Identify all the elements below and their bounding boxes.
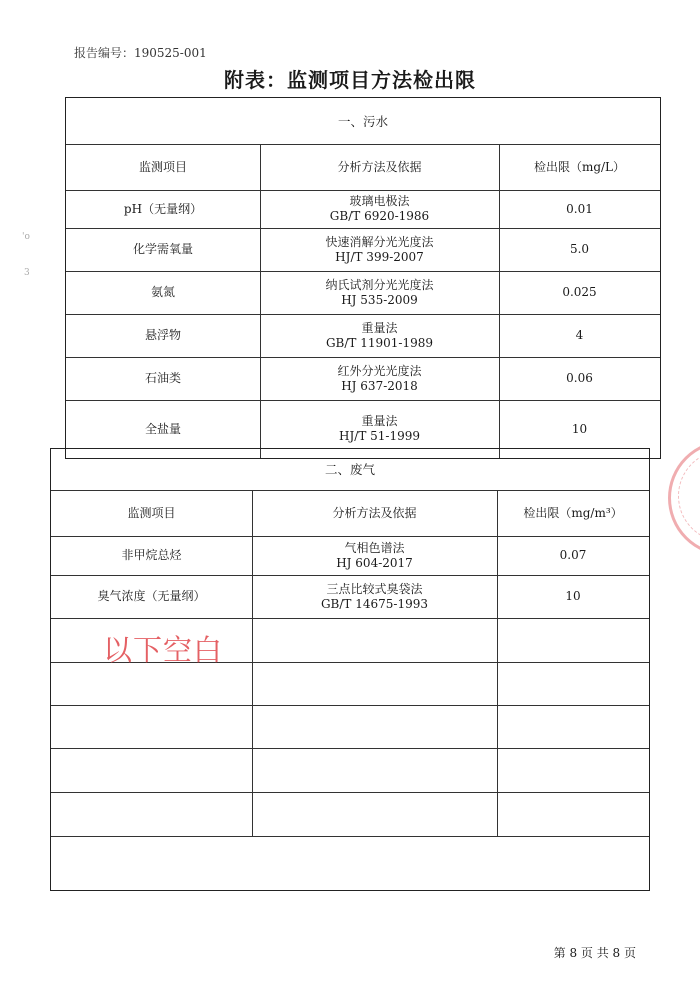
row-method <box>252 575 497 618</box>
row-item: 臭气浓度（无量纲） <box>97 589 206 603</box>
report-number: 报告编号：190525-001 <box>74 46 207 60</box>
row-method <box>260 190 499 228</box>
method-name: 纳氏试剂分光光度法 <box>325 277 434 292</box>
row-limit: 10 <box>571 421 588 436</box>
row-method <box>260 271 499 314</box>
row-item: 化学需氧量 <box>132 242 193 256</box>
margin-mark: 3 <box>24 268 30 278</box>
method-name: 重量法 <box>361 414 398 428</box>
method-standard: HJ 604-2017 <box>336 555 413 570</box>
header-method: 分析方法及依据 <box>332 505 417 520</box>
gas-section-title: 二、废气 <box>324 462 375 477</box>
row-limit: 0.01 <box>566 201 593 216</box>
water-table <box>65 97 661 459</box>
row-method <box>260 228 499 271</box>
header-item: 监测项目 <box>127 505 176 520</box>
method-name: 玻璃电极法 <box>349 194 410 208</box>
method-standard: GB/T 14675-1993 <box>320 596 429 611</box>
water-section-title: 一、污水 <box>337 113 388 129</box>
row-item: 非甲烷总烃 <box>121 548 182 562</box>
row-method <box>252 536 497 575</box>
row-limit: 0.06 <box>566 371 593 385</box>
row-item: 悬浮物 <box>144 328 181 342</box>
row-limit: 0.025 <box>562 285 597 299</box>
blank-below-stamp: 以下空白 <box>103 633 224 667</box>
method-standard: HJ 637-2018 <box>341 378 418 393</box>
row-limit: 0.07 <box>559 548 587 562</box>
method-name: 三点比较式臭袋法 <box>326 581 423 596</box>
header-limit: 检出限（mg/m³） <box>523 505 623 520</box>
header-method: 分析方法及依据 <box>337 159 422 174</box>
row-item: 石油类 <box>144 371 181 385</box>
row-item: pH（无量纲） <box>123 201 203 216</box>
method-standard: HJ/T 51-1999 <box>339 429 420 443</box>
header-item: 监测项目 <box>138 159 187 174</box>
row-item: 氨氮 <box>150 285 175 299</box>
method-name: 气相色谱法 <box>344 540 405 555</box>
method-name: 快速消解分光光度法 <box>325 234 434 249</box>
row-limit: 4 <box>575 328 584 342</box>
page-title: 附表：监测项目方法检出限 <box>224 68 476 92</box>
header-limit: 检出限（mg/L） <box>533 159 626 174</box>
row-method <box>260 357 499 400</box>
margin-mark: 'o <box>22 232 30 242</box>
row-item: 全盐量 <box>144 421 181 436</box>
method-standard: GB/T 11901-1989 <box>325 335 434 350</box>
row-method <box>260 314 499 357</box>
method-standard: HJ 535-2009 <box>341 292 418 307</box>
row-limit: 10 <box>565 589 581 603</box>
method-name: 重量法 <box>361 320 398 335</box>
method-standard: HJ/T 399-2007 <box>335 249 424 264</box>
method-standard: GB/T 6920-1986 <box>329 209 430 223</box>
gas-table <box>50 448 650 891</box>
page-footer: 第 8 页 共 8 页 <box>553 946 636 960</box>
method-name: 红外分光光度法 <box>337 363 422 378</box>
row-limit: 5.0 <box>569 242 590 256</box>
